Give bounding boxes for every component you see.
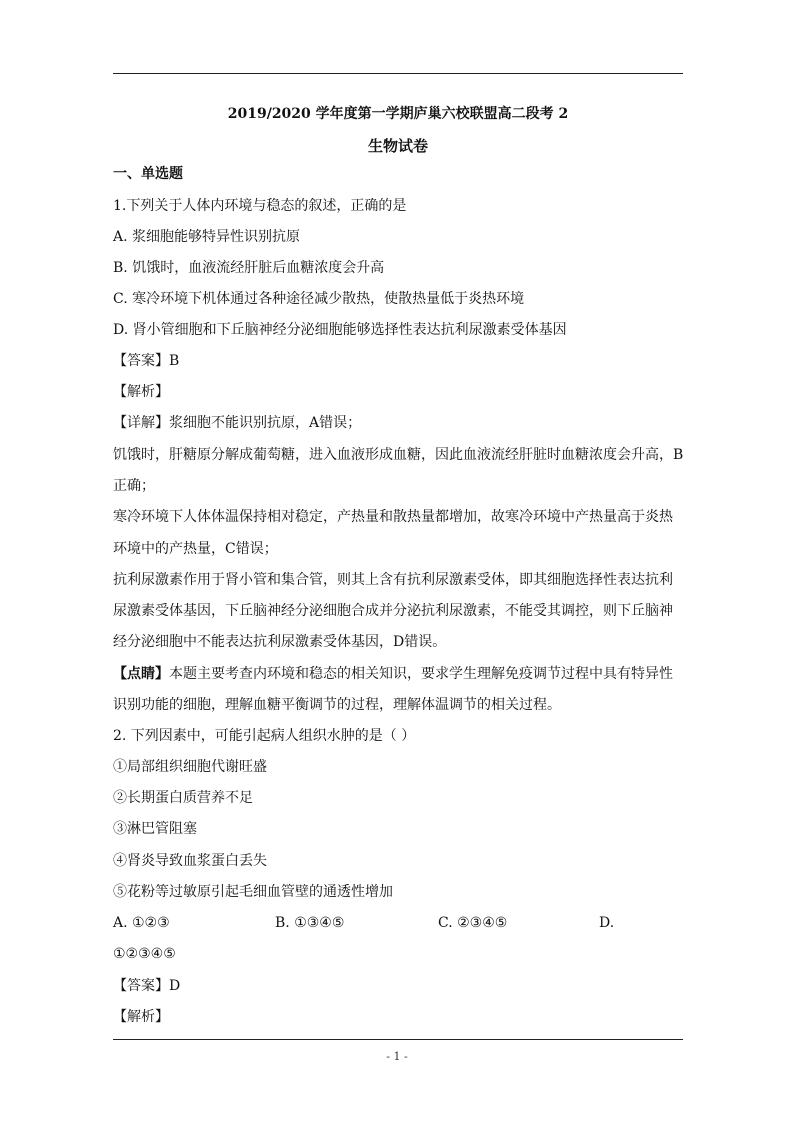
q1-detail-line: 尿激素受体基因，下丘脑神经分泌细胞合成并分泌抗利尿激素，不能受其调控，则下丘脑神 <box>113 603 673 619</box>
footer-rule <box>113 1039 683 1040</box>
q1-detail-line: 经分泌细胞中不能表达抗利尿激素受体基因，D错误。 <box>113 634 447 650</box>
q2-option-d-content: ①②③④⑤ <box>113 946 176 962</box>
q1-answer: 【答案】B <box>113 353 180 369</box>
q1-stem: 1.下列关于人体内环境与稳态的叙述，正确的是 <box>113 198 407 214</box>
q2-option-a: A. ①②③ <box>113 915 170 931</box>
q2-item: ②长期蛋白质营养不足 <box>113 790 253 806</box>
q1-detail-line: 饥饿时，肝糖原分解成葡萄糖，进入血液形成血糖，因此血液流经肝脏时血糖浓度会升高，B <box>113 447 684 463</box>
q1-option-a: A. 浆细胞能够特异性识别抗原 <box>113 229 301 245</box>
q1-point-label: 【点睛】 <box>113 666 169 682</box>
q2-item: ①局部组织细胞代谢旺盛 <box>113 759 267 775</box>
q1-point-text: 本题主要考查内环境和稳态的相关知识，要求学生理解免疫调节过程中具有特异性 <box>169 666 673 682</box>
q1-option-b: B. 饥饿时，血液流经肝脏后血糖浓度会升高 <box>113 260 385 276</box>
q2-stem: 2. 下列因素中，可能引起病人组织水肿的是（ ） <box>113 728 416 744</box>
q2-item: ④肾炎导致血浆蛋白丢失 <box>113 853 267 869</box>
q2-option-b: B. ①③④⑤ <box>275 915 345 931</box>
q2-item: ③淋巴管阻塞 <box>113 821 197 837</box>
exam-subtitle: 生物试卷 <box>367 137 428 155</box>
q1-detail-line: 寒冷环境下人体体温保持相对稳定，产热量和散热量都增加，故寒冷环境中产热量高于炎热 <box>113 509 673 525</box>
q1-point-line: 识别功能的细胞，理解血糖平衡调节的过程，理解体温调节的相关过程。 <box>113 697 561 713</box>
q1-detail-line: 环境中的产热量，C错误； <box>113 541 278 557</box>
exam-title: 2019/2020 学年度第一学期庐巢六校联盟高二段考 2 <box>227 106 569 122</box>
q2-option-d: D. <box>599 915 615 931</box>
q1-detail-line: 正确； <box>113 478 155 494</box>
q2-option-c: C. ②③④⑤ <box>438 915 508 931</box>
page-number: - 1 - <box>386 1050 408 1063</box>
header-rule <box>113 73 683 74</box>
q1-option-c: C. 寒冷环境下机体通过各种途径减少散热，使散热量低于炎热环境 <box>113 291 525 307</box>
section-heading: 一、单选题 <box>113 166 183 182</box>
q2-analysis-label: 【解析】 <box>113 1009 169 1025</box>
q1-detail-line: 【详解】浆细胞不能识别抗原，A错误； <box>113 415 362 431</box>
q2-item: ⑤花粉等过敏原引起毛细血管壁的通透性增加 <box>113 884 393 900</box>
q1-option-d: D. 肾小管细胞和下丘脑神经分泌细胞能够选择性表达抗利尿激素受体基因 <box>113 322 567 338</box>
q1-point <box>113 665 688 683</box>
q2-answer: 【答案】D <box>113 978 181 994</box>
q1-detail-line: 抗利尿激素作用于肾小管和集合管，则其上含有抗利尿激素受体，即其细胞选择性表达抗利 <box>113 572 673 588</box>
q1-analysis-label: 【解析】 <box>113 384 169 400</box>
